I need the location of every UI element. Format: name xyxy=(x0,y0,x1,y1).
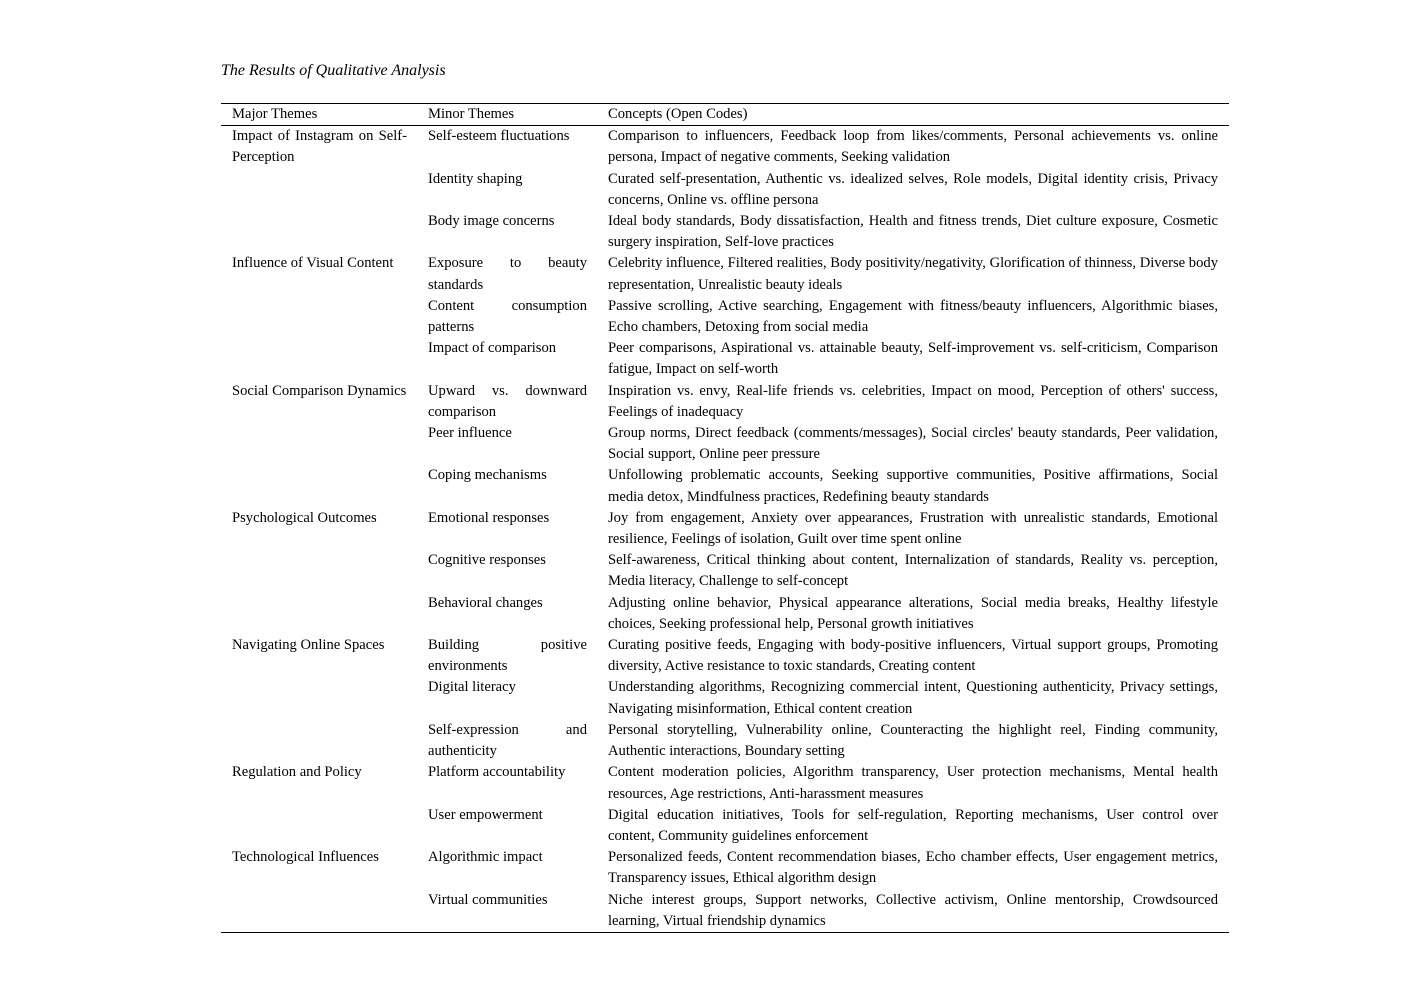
table-row xyxy=(221,381,1229,423)
minor-theme-cell: Building positive environments xyxy=(428,637,587,675)
minor-theme-cell: User empowerment xyxy=(428,806,543,823)
concepts-cell: Personalized feeds, Content recommendation biases, Echo chamber effects, User engagement metrics, Transparency issues, Ethical algorithm design xyxy=(608,849,1218,887)
concepts-cell: Unfollowing problematic accounts, Seeking supportive communities, Positive affirmations, Social media detox, Mindfulness practices, Redefining beauty standards xyxy=(608,467,1218,505)
qualitative-analysis-table xyxy=(221,103,1229,933)
minor-theme-cell: Exposure to beauty standards xyxy=(428,255,587,293)
minor-theme-cell: Behavioral changes xyxy=(428,594,543,611)
minor-theme-cell: Emotional responses xyxy=(428,509,550,526)
major-theme-cell: Navigating Online Spaces xyxy=(232,637,385,654)
concepts-cell: Curating positive feeds, Engaging with body-positive influencers, Virtual support groups, Promoting diversity, Active resistance to toxic standards, Creating content xyxy=(608,637,1218,675)
concepts-cell: Self-awareness, Critical thinking about content, Internalization of standards, Reality vs. perception, Media literacy, Challenge to self-concept xyxy=(608,552,1218,590)
table-row xyxy=(221,508,1229,550)
header-major-themes: Major Themes xyxy=(221,104,417,126)
minor-theme-cell: Cognitive responses xyxy=(428,552,546,569)
minor-theme-cell: Virtual communities xyxy=(428,891,548,908)
concepts-cell: Niche interest groups, Support networks, Collective activism, Online mentorship, Crowdsourced learning, Virtual friendship dynamics xyxy=(608,891,1218,929)
minor-theme-cell: Body image concerns xyxy=(428,213,555,230)
header-concepts: Concepts (Open Codes) xyxy=(597,104,1229,126)
major-theme-cell: Psychological Outcomes xyxy=(232,509,377,526)
concepts-cell: Peer comparisons, Aspirational vs. attainable beauty, Self-improvement vs. self-criticism, Comparison fatigue, Impact on self-worth xyxy=(608,340,1218,378)
concepts-cell: Passive scrolling, Active searching, Engagement with fitness/beauty influencers, Algorithmic biases, Echo chambers, Detoxing from social media xyxy=(608,297,1218,336)
table-row xyxy=(221,126,1229,169)
minor-theme-cell: Peer influence xyxy=(428,425,512,442)
concepts-cell: Curated self-presentation, Authentic vs. idealized selves, Role models, Digital identity crisis, Privacy concerns, Online vs. offline persona xyxy=(608,170,1218,208)
major-theme-cell: Technological Influences xyxy=(232,849,379,866)
concepts-cell: Group norms, Direct feedback (comments/messages), Social circles' beauty standards, Peer validation, Social support, Online peer pressure xyxy=(608,425,1218,463)
concepts-cell: Inspiration vs. envy, Real-life friends vs. celebrities, Impact on mood, Perception of others' success, Feelings of inadequacy xyxy=(608,382,1218,420)
minor-theme-cell: Self-esteem fluctuations xyxy=(428,128,570,145)
minor-theme-cell: Content consumption patterns xyxy=(428,297,587,336)
table-caption: The Results of Qualitative Analysis xyxy=(221,62,446,79)
concepts-cell: Adjusting online behavior, Physical appearance alterations, Social media breaks, Healthy lifestyle choices, Seeking professional help, Personal growth initiatives xyxy=(608,594,1218,632)
header-row xyxy=(221,104,1229,126)
table-row xyxy=(221,762,1229,804)
concepts-cell: Content moderation policies, Algorithm transparency, User protection mechanisms, Mental health resources, Age restrictions, Anti-harassment measures xyxy=(608,764,1218,802)
concepts-cell: Personal storytelling, Vulnerability online, Counteracting the highlight reel, Finding community, Authentic interactions, Boundary setting xyxy=(608,721,1218,760)
minor-theme-cell: Digital literacy xyxy=(428,679,516,696)
concepts-cell: Celebrity influence, Filtered realities, Body positivity/negativity, Glorification of thinness, Diverse body representation, Unrealistic beauty ideals xyxy=(608,255,1218,293)
concepts-cell: Ideal body standards, Body dissatisfaction, Health and fitness trends, Diet culture exposure, Cosmetic surgery inspiration, Self-love practices xyxy=(608,213,1218,251)
minor-theme-cell: Coping mechanisms xyxy=(428,467,547,484)
table-row xyxy=(221,847,1229,889)
concepts-cell: Understanding algorithms, Recognizing commercial intent, Questioning authenticity, Privacy settings, Navigating misinformation, Ethical content creation xyxy=(608,679,1218,717)
table-row xyxy=(221,253,1229,295)
minor-theme-cell: Self-expression and authenticity xyxy=(428,721,587,760)
table-row xyxy=(221,635,1229,677)
header-minor-themes: Minor Themes xyxy=(417,104,597,126)
minor-theme-cell: Algorithmic impact xyxy=(428,849,543,866)
minor-theme-cell: Impact of comparison xyxy=(428,340,557,357)
minor-theme-cell: Platform accountability xyxy=(428,764,566,781)
major-theme-cell: Regulation and Policy xyxy=(232,764,362,781)
major-theme-cell: Social Comparison Dynamics xyxy=(232,382,407,399)
major-theme-cell: Impact of Instagram on Self-Perception xyxy=(232,128,407,166)
concepts-cell: Joy from engagement, Anxiety over appearances, Frustration with unrealistic standards, Emotional resilience, Feelings of isolation, Guilt over time spent online xyxy=(608,509,1218,548)
minor-theme-cell: Upward vs. downward comparison xyxy=(428,382,587,420)
major-theme-cell: Influence of Visual Content xyxy=(232,255,394,272)
concepts-cell: Digital education initiatives, Tools for self-regulation, Reporting mechanisms, User control over content, Community guidelines enforcement xyxy=(608,806,1218,844)
concepts-cell: Comparison to influencers, Feedback loop from likes/comments, Personal achievements vs. online persona, Impact of negative comments, Seeking validation xyxy=(608,128,1218,166)
minor-theme-cell: Identity shaping xyxy=(428,170,523,187)
